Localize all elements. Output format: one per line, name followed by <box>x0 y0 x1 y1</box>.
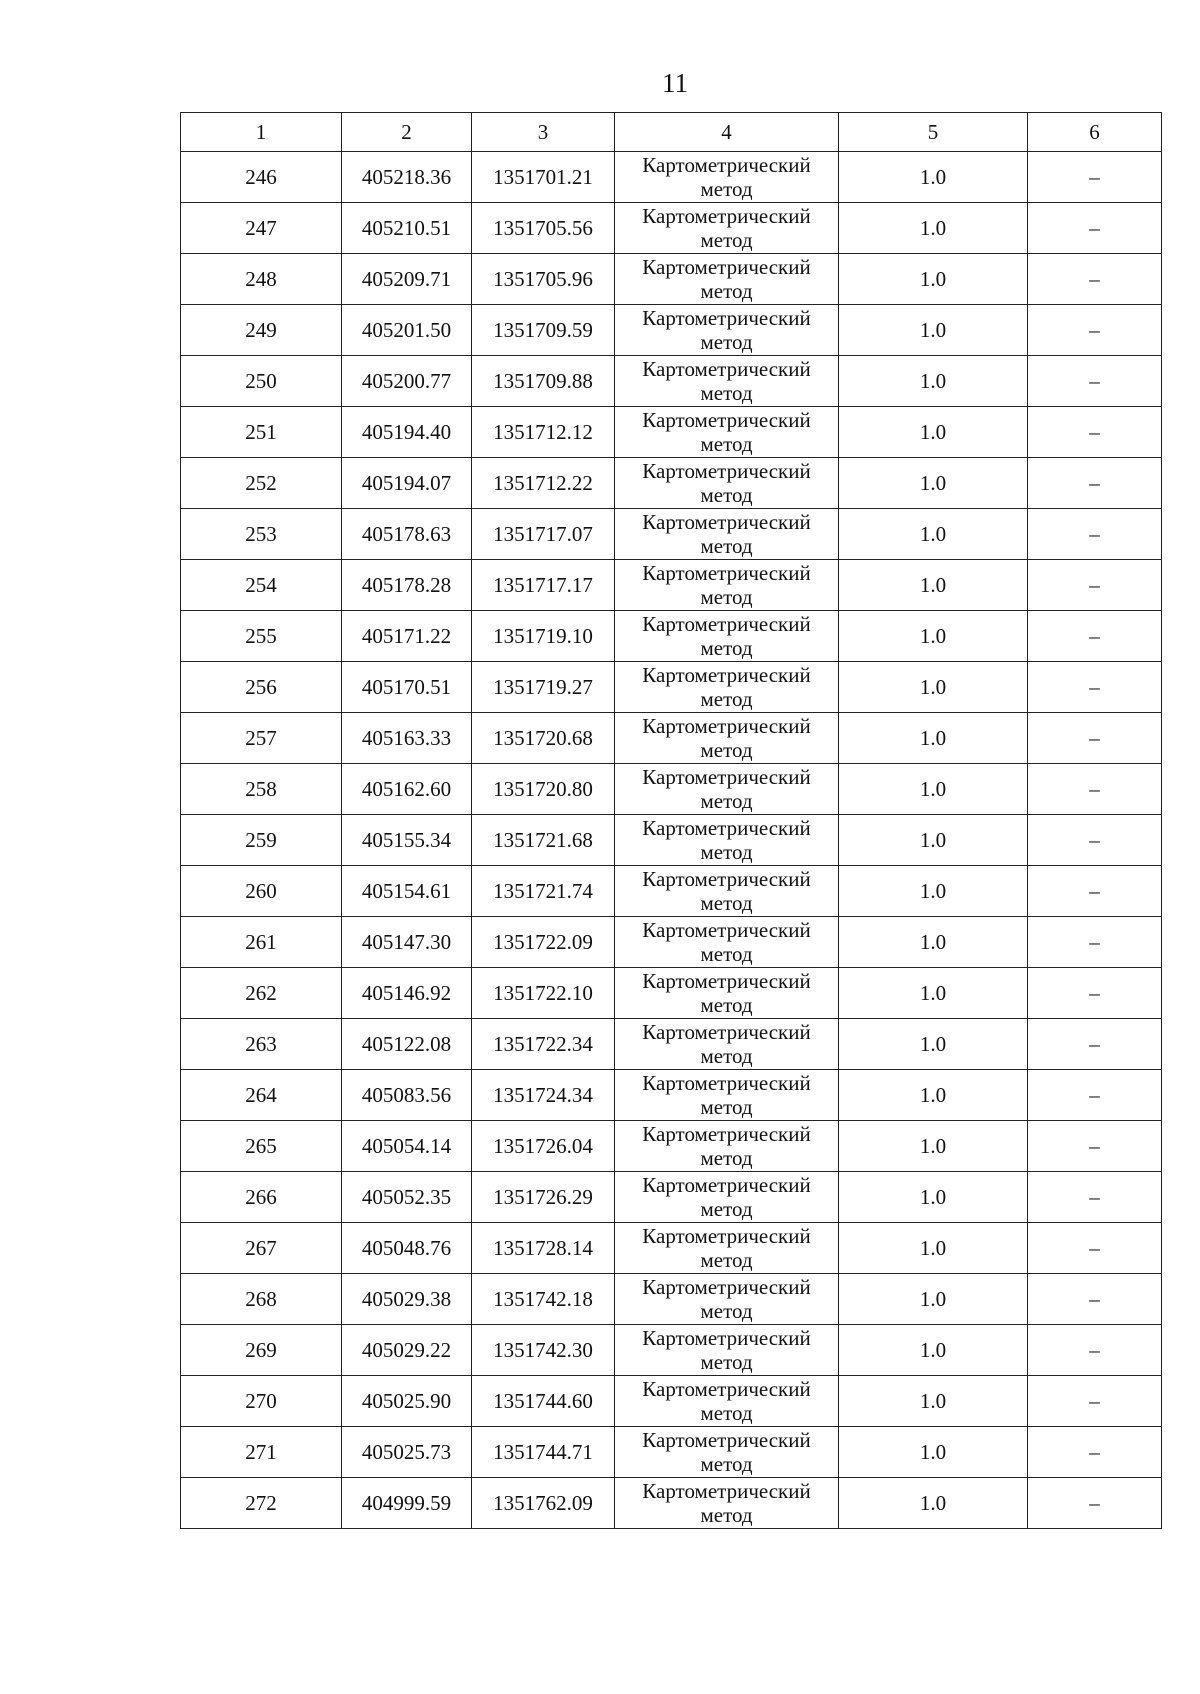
method-line-2: метод <box>700 687 753 711</box>
method-line-1: Картометрический <box>642 765 811 789</box>
x-coordinate-cell: 405218.36 <box>342 152 472 203</box>
method-line-1: Картометрический <box>642 816 811 840</box>
table-row <box>181 1325 1162 1376</box>
method-line-2: метод <box>700 1146 753 1170</box>
x-coordinate-cell: 405200.77 <box>342 356 472 407</box>
y-coordinate-cell: 1351701.21 <box>472 152 615 203</box>
method-cell <box>615 662 839 713</box>
note-cell: – <box>1028 203 1162 254</box>
method-cell <box>615 254 839 305</box>
method-cell <box>615 764 839 815</box>
table-row <box>181 611 1162 662</box>
accuracy-cell: 1.0 <box>839 917 1028 968</box>
method-cell <box>615 1325 839 1376</box>
accuracy-cell: 1.0 <box>839 713 1028 764</box>
method-cell <box>615 1172 839 1223</box>
accuracy-cell: 1.0 <box>839 968 1028 1019</box>
point-number-cell: 247 <box>181 203 342 254</box>
note-cell: – <box>1028 611 1162 662</box>
y-coordinate-cell: 1351719.10 <box>472 611 615 662</box>
x-coordinate-cell: 405154.61 <box>342 866 472 917</box>
method-line-1: Картометрический <box>642 612 811 636</box>
table-header-row <box>181 113 1162 152</box>
point-number-cell: 262 <box>181 968 342 1019</box>
method-cell <box>615 1070 839 1121</box>
x-coordinate-cell: 405178.63 <box>342 509 472 560</box>
point-number-cell: 267 <box>181 1223 342 1274</box>
note-cell: – <box>1028 152 1162 203</box>
x-coordinate-cell: 405194.07 <box>342 458 472 509</box>
table-row <box>181 1121 1162 1172</box>
point-number-cell: 264 <box>181 1070 342 1121</box>
method-cell <box>615 1223 839 1274</box>
x-coordinate-cell: 405052.35 <box>342 1172 472 1223</box>
accuracy-cell: 1.0 <box>839 1019 1028 1070</box>
point-number-cell: 253 <box>181 509 342 560</box>
x-coordinate-cell: 405025.90 <box>342 1376 472 1427</box>
method-cell <box>615 356 839 407</box>
x-coordinate-cell: 405025.73 <box>342 1427 472 1478</box>
table-row <box>181 305 1162 356</box>
accuracy-cell: 1.0 <box>839 1121 1028 1172</box>
point-number-cell: 246 <box>181 152 342 203</box>
y-coordinate-cell: 1351705.96 <box>472 254 615 305</box>
point-number-cell: 260 <box>181 866 342 917</box>
x-coordinate-cell: 405210.51 <box>342 203 472 254</box>
method-cell <box>615 305 839 356</box>
y-coordinate-cell: 1351709.88 <box>472 356 615 407</box>
method-cell <box>615 917 839 968</box>
x-coordinate-cell: 405209.71 <box>342 254 472 305</box>
method-line-1: Картометрический <box>642 153 811 177</box>
method-line-2: метод <box>700 483 753 507</box>
table-row <box>181 968 1162 1019</box>
point-number-cell: 255 <box>181 611 342 662</box>
note-cell: – <box>1028 968 1162 1019</box>
x-coordinate-cell: 405048.76 <box>342 1223 472 1274</box>
y-coordinate-cell: 1351712.22 <box>472 458 615 509</box>
method-cell <box>615 815 839 866</box>
table-row <box>181 917 1162 968</box>
method-cell <box>615 509 839 560</box>
y-coordinate-cell: 1351717.07 <box>472 509 615 560</box>
y-coordinate-cell: 1351717.17 <box>472 560 615 611</box>
accuracy-cell: 1.0 <box>839 458 1028 509</box>
method-line-2: метод <box>700 942 753 966</box>
table-row <box>181 254 1162 305</box>
note-cell: – <box>1028 1478 1162 1529</box>
method-line-1: Картометрический <box>642 1173 811 1197</box>
note-cell: – <box>1028 254 1162 305</box>
page-number: 11 <box>662 68 688 98</box>
point-number-cell: 272 <box>181 1478 342 1529</box>
x-coordinate-cell: 405170.51 <box>342 662 472 713</box>
point-number-cell: 250 <box>181 356 342 407</box>
accuracy-cell: 1.0 <box>839 1478 1028 1529</box>
method-cell <box>615 1019 839 1070</box>
method-line-2: метод <box>700 1452 753 1476</box>
accuracy-cell: 1.0 <box>839 560 1028 611</box>
accuracy-cell: 1.0 <box>839 254 1028 305</box>
note-cell: – <box>1028 1172 1162 1223</box>
accuracy-cell: 1.0 <box>839 611 1028 662</box>
method-cell <box>615 1121 839 1172</box>
method-line-2: метод <box>700 840 753 864</box>
note-cell: – <box>1028 713 1162 764</box>
note-cell: – <box>1028 662 1162 713</box>
y-coordinate-cell: 1351722.10 <box>472 968 615 1019</box>
method-line-1: Картометрический <box>642 969 811 993</box>
x-coordinate-cell: 405054.14 <box>342 1121 472 1172</box>
y-coordinate-cell: 1351742.30 <box>472 1325 615 1376</box>
x-coordinate-cell: 405178.28 <box>342 560 472 611</box>
coordinates-table <box>180 112 1162 1529</box>
method-cell <box>615 713 839 764</box>
column-header-1: 1 <box>181 113 342 152</box>
point-number-cell: 251 <box>181 407 342 458</box>
note-cell: – <box>1028 305 1162 356</box>
point-number-cell: 261 <box>181 917 342 968</box>
method-line-2: метод <box>700 381 753 405</box>
table-row <box>181 356 1162 407</box>
x-coordinate-cell: 405163.33 <box>342 713 472 764</box>
note-cell: – <box>1028 815 1162 866</box>
method-line-2: метод <box>700 1095 753 1119</box>
y-coordinate-cell: 1351712.12 <box>472 407 615 458</box>
table-row <box>181 662 1162 713</box>
table-row <box>181 1427 1162 1478</box>
method-line-2: метод <box>700 177 753 201</box>
accuracy-cell: 1.0 <box>839 203 1028 254</box>
method-line-1: Картометрический <box>642 204 811 228</box>
method-line-1: Картометрический <box>642 1071 811 1095</box>
method-line-2: метод <box>700 585 753 609</box>
y-coordinate-cell: 1351762.09 <box>472 1478 615 1529</box>
method-cell <box>615 1427 839 1478</box>
table-row <box>181 764 1162 815</box>
accuracy-cell: 1.0 <box>839 356 1028 407</box>
point-number-cell: 258 <box>181 764 342 815</box>
y-coordinate-cell: 1351721.68 <box>472 815 615 866</box>
point-number-cell: 270 <box>181 1376 342 1427</box>
method-cell <box>615 1274 839 1325</box>
note-cell: – <box>1028 356 1162 407</box>
note-cell: – <box>1028 1019 1162 1070</box>
method-line-1: Картометрический <box>642 1224 811 1248</box>
y-coordinate-cell: 1351719.27 <box>472 662 615 713</box>
y-coordinate-cell: 1351728.14 <box>472 1223 615 1274</box>
method-line-2: метод <box>700 636 753 660</box>
y-coordinate-cell: 1351744.60 <box>472 1376 615 1427</box>
note-cell: – <box>1028 407 1162 458</box>
table-row <box>181 1019 1162 1070</box>
method-line-1: Картометрический <box>642 306 811 330</box>
method-line-2: метод <box>700 891 753 915</box>
point-number-cell: 257 <box>181 713 342 764</box>
x-coordinate-cell: 405122.08 <box>342 1019 472 1070</box>
note-cell: – <box>1028 458 1162 509</box>
column-header-5: 5 <box>839 113 1028 152</box>
method-line-1: Картометрический <box>642 663 811 687</box>
point-number-cell: 248 <box>181 254 342 305</box>
accuracy-cell: 1.0 <box>839 1223 1028 1274</box>
note-cell: – <box>1028 1427 1162 1478</box>
method-line-1: Картометрический <box>642 1377 811 1401</box>
point-number-cell: 252 <box>181 458 342 509</box>
table-row <box>181 560 1162 611</box>
note-cell: – <box>1028 1325 1162 1376</box>
y-coordinate-cell: 1351721.74 <box>472 866 615 917</box>
x-coordinate-cell: 405194.40 <box>342 407 472 458</box>
x-coordinate-cell: 405083.56 <box>342 1070 472 1121</box>
method-line-2: метод <box>700 789 753 813</box>
y-coordinate-cell: 1351709.59 <box>472 305 615 356</box>
method-line-1: Картометрический <box>642 714 811 738</box>
y-coordinate-cell: 1351742.18 <box>472 1274 615 1325</box>
y-coordinate-cell: 1351726.04 <box>472 1121 615 1172</box>
point-number-cell: 269 <box>181 1325 342 1376</box>
x-coordinate-cell: 405147.30 <box>342 917 472 968</box>
x-coordinate-cell: 405171.22 <box>342 611 472 662</box>
x-coordinate-cell: 405162.60 <box>342 764 472 815</box>
method-line-1: Картометрический <box>642 408 811 432</box>
method-line-1: Картометрический <box>642 255 811 279</box>
method-cell <box>615 1478 839 1529</box>
table-row <box>181 1223 1162 1274</box>
method-line-1: Картометрический <box>642 1275 811 1299</box>
table-row <box>181 1376 1162 1427</box>
x-coordinate-cell: 405146.92 <box>342 968 472 1019</box>
method-cell <box>615 458 839 509</box>
method-cell <box>615 203 839 254</box>
point-number-cell: 256 <box>181 662 342 713</box>
method-line-2: метод <box>700 279 753 303</box>
method-line-1: Картометрический <box>642 918 811 942</box>
point-number-cell: 254 <box>181 560 342 611</box>
accuracy-cell: 1.0 <box>839 305 1028 356</box>
y-coordinate-cell: 1351705.56 <box>472 203 615 254</box>
point-number-cell: 266 <box>181 1172 342 1223</box>
accuracy-cell: 1.0 <box>839 1376 1028 1427</box>
table-row <box>181 866 1162 917</box>
x-coordinate-cell: 404999.59 <box>342 1478 472 1529</box>
note-cell: – <box>1028 917 1162 968</box>
method-line-1: Картометрический <box>642 459 811 483</box>
y-coordinate-cell: 1351744.71 <box>472 1427 615 1478</box>
point-number-cell: 263 <box>181 1019 342 1070</box>
y-coordinate-cell: 1351722.09 <box>472 917 615 968</box>
accuracy-cell: 1.0 <box>839 1070 1028 1121</box>
y-coordinate-cell: 1351726.29 <box>472 1172 615 1223</box>
note-cell: – <box>1028 1121 1162 1172</box>
x-coordinate-cell: 405201.50 <box>342 305 472 356</box>
y-coordinate-cell: 1351722.34 <box>472 1019 615 1070</box>
x-coordinate-cell: 405029.22 <box>342 1325 472 1376</box>
accuracy-cell: 1.0 <box>839 152 1028 203</box>
method-line-2: метод <box>700 330 753 354</box>
method-line-1: Картометрический <box>642 1122 811 1146</box>
accuracy-cell: 1.0 <box>839 764 1028 815</box>
point-number-cell: 265 <box>181 1121 342 1172</box>
method-cell <box>615 1376 839 1427</box>
note-cell: – <box>1028 509 1162 560</box>
table-row <box>181 203 1162 254</box>
table-row <box>181 407 1162 458</box>
table-row <box>181 815 1162 866</box>
method-line-2: метод <box>700 738 753 762</box>
method-cell <box>615 611 839 662</box>
y-coordinate-cell: 1351720.68 <box>472 713 615 764</box>
column-header-4: 4 <box>615 113 839 152</box>
method-line-1: Картометрический <box>642 867 811 891</box>
note-cell: – <box>1028 1376 1162 1427</box>
y-coordinate-cell: 1351724.34 <box>472 1070 615 1121</box>
table-row <box>181 713 1162 764</box>
method-cell <box>615 152 839 203</box>
table-row <box>181 1070 1162 1121</box>
method-line-1: Картометрический <box>642 1428 811 1452</box>
table-row <box>181 1478 1162 1529</box>
method-line-2: метод <box>700 534 753 558</box>
method-line-2: метод <box>700 1197 753 1221</box>
point-number-cell: 249 <box>181 305 342 356</box>
point-number-cell: 268 <box>181 1274 342 1325</box>
method-cell <box>615 560 839 611</box>
method-line-2: метод <box>700 1248 753 1272</box>
accuracy-cell: 1.0 <box>839 407 1028 458</box>
method-line-2: метод <box>700 993 753 1017</box>
point-number-cell: 271 <box>181 1427 342 1478</box>
note-cell: – <box>1028 1070 1162 1121</box>
accuracy-cell: 1.0 <box>839 662 1028 713</box>
method-line-2: метод <box>700 1299 753 1323</box>
column-header-3: 3 <box>472 113 615 152</box>
method-line-1: Картометрический <box>642 1326 811 1350</box>
method-line-1: Картометрический <box>642 1479 811 1503</box>
table-row <box>181 152 1162 203</box>
accuracy-cell: 1.0 <box>839 509 1028 560</box>
accuracy-cell: 1.0 <box>839 866 1028 917</box>
table-row <box>181 509 1162 560</box>
x-coordinate-cell: 405029.38 <box>342 1274 472 1325</box>
note-cell: – <box>1028 560 1162 611</box>
method-cell <box>615 407 839 458</box>
method-cell <box>615 866 839 917</box>
column-header-6: 6 <box>1028 113 1162 152</box>
column-header-2: 2 <box>342 113 472 152</box>
method-line-2: метод <box>700 228 753 252</box>
table-row <box>181 458 1162 509</box>
method-line-2: метод <box>700 1350 753 1374</box>
method-line-1: Картометрический <box>642 510 811 534</box>
method-cell <box>615 968 839 1019</box>
note-cell: – <box>1028 1274 1162 1325</box>
accuracy-cell: 1.0 <box>839 1274 1028 1325</box>
accuracy-cell: 1.0 <box>839 1325 1028 1376</box>
table-row <box>181 1274 1162 1325</box>
method-line-2: метод <box>700 1044 753 1068</box>
method-line-2: метод <box>700 432 753 456</box>
note-cell: – <box>1028 764 1162 815</box>
accuracy-cell: 1.0 <box>839 1172 1028 1223</box>
y-coordinate-cell: 1351720.80 <box>472 764 615 815</box>
method-line-2: метод <box>700 1503 753 1527</box>
method-line-2: метод <box>700 1401 753 1425</box>
note-cell: – <box>1028 1223 1162 1274</box>
accuracy-cell: 1.0 <box>839 1427 1028 1478</box>
method-line-1: Картометрический <box>642 357 811 381</box>
accuracy-cell: 1.0 <box>839 815 1028 866</box>
note-cell: – <box>1028 866 1162 917</box>
x-coordinate-cell: 405155.34 <box>342 815 472 866</box>
point-number-cell: 259 <box>181 815 342 866</box>
method-line-1: Картометрический <box>642 561 811 585</box>
table-row <box>181 1172 1162 1223</box>
method-line-1: Картометрический <box>642 1020 811 1044</box>
